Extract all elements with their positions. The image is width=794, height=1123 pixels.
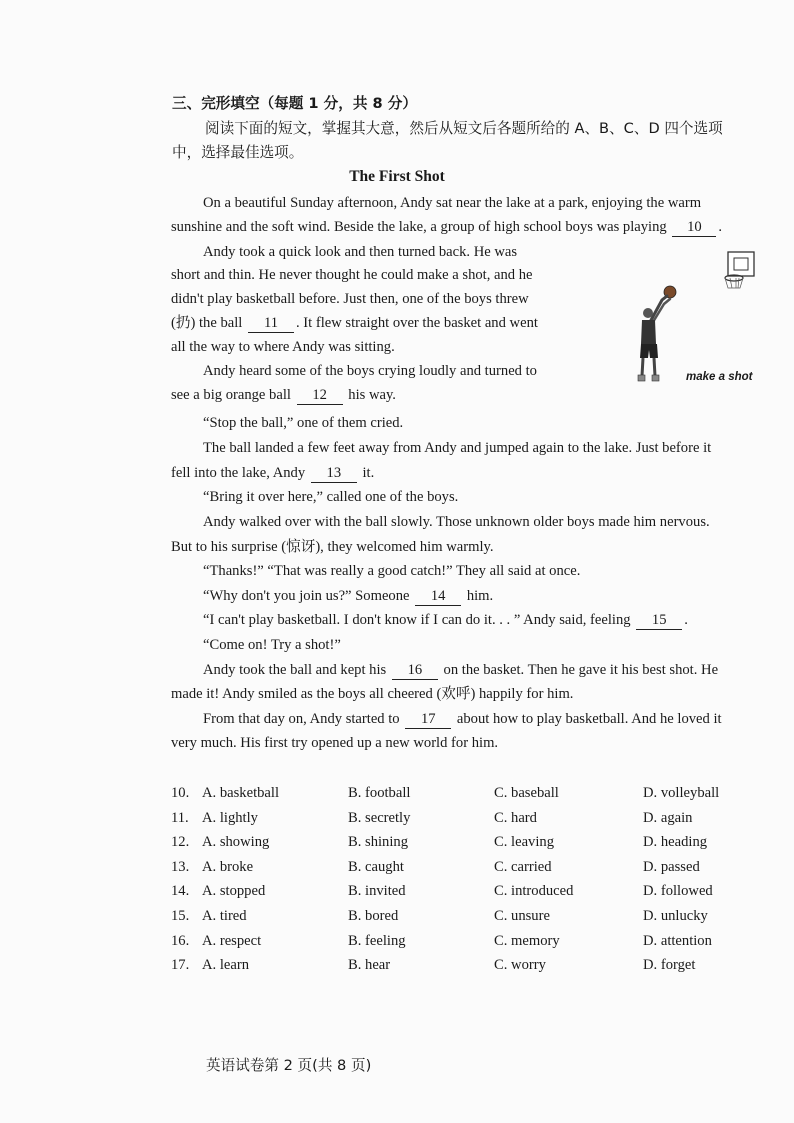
- option-b: B. shining: [348, 834, 409, 851]
- passage-line: The ball landed a few feet away from Andy and jumped again to the lake. Just before it: [203, 440, 712, 456]
- passage-line: [171, 313, 538, 333]
- option-b: B. secretly: [348, 809, 411, 826]
- blank-11: 11: [248, 315, 294, 333]
- passage-line: [203, 709, 722, 729]
- option-d: D. again: [643, 809, 693, 826]
- passage-line: Andy walked over with the ball slowly. Those unknown older boys made him nervous.: [203, 514, 710, 530]
- question-number: 12.: [171, 834, 190, 851]
- question-number: 10.: [171, 785, 190, 801]
- passage-text: see a big orange ball: [171, 387, 291, 403]
- passage-text: him.: [466, 588, 494, 604]
- passage-text: From that day on, Andy started to: [203, 711, 400, 727]
- passage-text: “Why don't you join us?” Someone: [203, 588, 410, 604]
- passage-line: “Bring it over here,” called one of the boys.: [203, 489, 459, 505]
- basketball-illustration: [620, 240, 790, 390]
- option-b: B. invited: [348, 883, 406, 900]
- player-shooting-icon: [620, 240, 790, 390]
- option-b: B. hear: [348, 957, 391, 974]
- passage-line: all the way to where Andy was sitting.: [171, 339, 395, 355]
- blank-13: 13: [311, 465, 357, 483]
- passage-line: sunshine and the soft wind. Beside the lake, a group of high school boys was playing 10 .: [171, 219, 723, 235]
- option-c: C. memory: [494, 932, 560, 949]
- option-b: B. football: [348, 785, 411, 801]
- blank-15: 15: [636, 612, 682, 630]
- question-number: 14.: [171, 883, 190, 900]
- passage-text: his way.: [348, 387, 396, 403]
- question-number: 15.: [171, 908, 190, 924]
- section-heading: 三、完形填空（每题 1 分，共 8 分）: [172, 95, 417, 112]
- passage-line: [203, 660, 718, 680]
- option-d: D. unlucky: [643, 908, 708, 924]
- option-b: B. caught: [348, 858, 404, 875]
- option-a: A. broke: [202, 858, 254, 875]
- passage-line: “Thanks!” “That was really a good catch!” They all said at once.: [203, 563, 581, 579]
- passage-title: The First Shot: [349, 168, 445, 185]
- option-c: C. worry: [494, 957, 546, 974]
- instruction-line-2: 中，选择最佳选项。: [172, 144, 304, 161]
- passage-text: . It flew straight over the basket and went: [295, 315, 538, 331]
- blank-12: 12: [297, 387, 343, 405]
- passage-line: But to his surprise (惊讶), they welcomed him warmly.: [171, 539, 494, 555]
- passage-line: Andy took a quick look and then turned back. He was: [203, 244, 518, 260]
- option-c: C. carried: [494, 858, 552, 875]
- option-a: A. basketball: [202, 785, 280, 801]
- passage-text: it.: [362, 465, 375, 481]
- passage-line: [171, 463, 374, 483]
- option-b: B. feeling: [348, 932, 406, 949]
- option-d: D. heading: [643, 834, 708, 851]
- blank-16: 16: [392, 662, 438, 680]
- passage-line: very much. His first try opened up a new world for him.: [171, 735, 499, 751]
- passage-text: “I can't play basketball. I don't know if I can do it. . . ” Andy said, feeling: [203, 612, 631, 628]
- figure-caption: make a shot: [686, 371, 753, 383]
- question-number: 11.: [171, 809, 189, 826]
- passage-text: on the basket. Then he gave it his best shot. He: [443, 662, 719, 678]
- blank-17: 17: [405, 711, 451, 729]
- blank-10: 10: [672, 219, 716, 237]
- option-a: A. stopped: [202, 883, 266, 900]
- option-a: A. respect: [202, 932, 262, 949]
- page-footer: 英语试卷第 2 页(共 8 页): [206, 1057, 372, 1074]
- passage-line: short and thin. He never thought he could make a shot, and he: [171, 267, 533, 283]
- passage-line: “I can't play basketball. I don't know if I can do it. . . ” Andy said, feeling 15 .: [203, 612, 688, 628]
- question-number: 16.: [171, 932, 190, 949]
- passage-line: [171, 385, 396, 405]
- passage-line: “Come on! Try a shot!”: [203, 637, 341, 653]
- option-d: D. forget: [643, 957, 696, 974]
- option-a: A. showing: [202, 834, 270, 851]
- passage-text: Andy took the ball and kept his: [203, 662, 387, 678]
- passage-line: Andy heard some of the boys crying loudly and turned to: [203, 363, 537, 379]
- passage-text: sunshine and the soft wind. Beside the lake, a group of high school boys was playing: [171, 219, 667, 235]
- passage-line: [203, 586, 493, 606]
- option-c: C. leaving: [494, 834, 554, 851]
- option-d: D. attention: [643, 932, 712, 949]
- instruction-line-1: 阅读下面的短文，掌握其大意，然后从短文后各题所给的 A、B、C、D 四个选项: [205, 120, 723, 137]
- passage-text: about how to play basketball. And he loved it: [456, 711, 722, 727]
- passage-line: “Stop the ball,” one of them cried.: [203, 415, 404, 431]
- option-d: D. followed: [643, 883, 713, 900]
- passage-line: On a beautiful Sunday afternoon, Andy sat near the lake at a park, enjoying the warm: [203, 195, 702, 211]
- option-d: D. volleyball: [643, 785, 720, 801]
- passage-line: made it! Andy smiled as the boys all cheered (欢呼) happily for him.: [171, 686, 574, 702]
- passage-line: didn't play basketball before. Just then, one of the boys threw: [171, 291, 529, 307]
- option-c: C. baseball: [494, 785, 559, 801]
- question-number: 17.: [171, 957, 190, 974]
- blank-14: 14: [415, 588, 461, 606]
- option-b: B. bored: [348, 908, 399, 924]
- option-c: C. hard: [494, 809, 537, 826]
- passage-text: (扔) the ball: [171, 315, 243, 331]
- option-d: D. passed: [643, 858, 700, 875]
- option-a: A. lightly: [202, 809, 258, 826]
- option-a: A. tired: [202, 908, 247, 924]
- passage-text: fell into the lake, Andy: [171, 465, 306, 481]
- question-number: 13.: [171, 858, 190, 875]
- option-c: C. introduced: [494, 883, 574, 900]
- option-c: C. unsure: [494, 908, 550, 924]
- option-a: A. learn: [202, 957, 250, 974]
